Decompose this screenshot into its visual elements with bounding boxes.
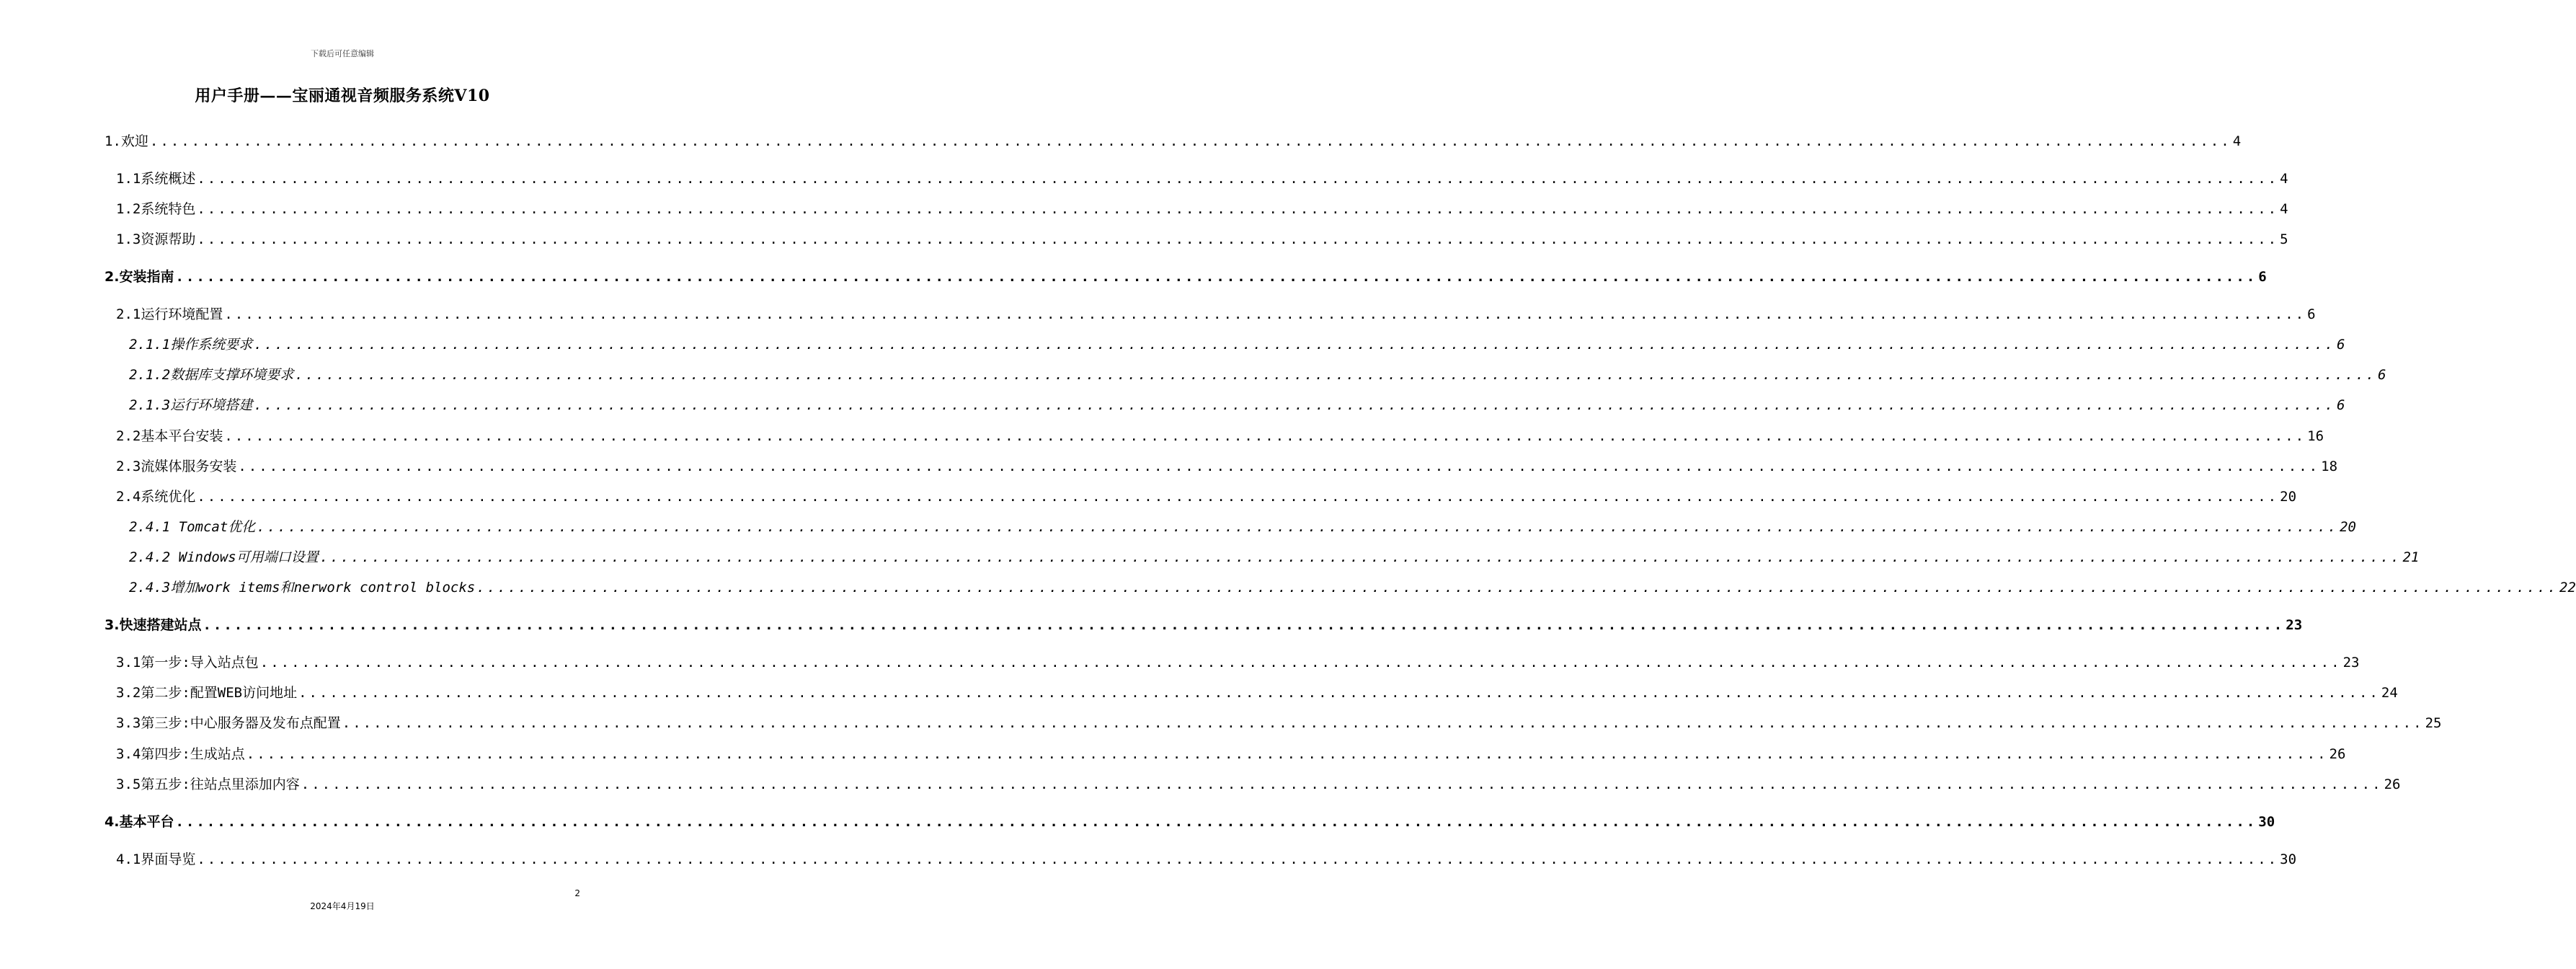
toc-entry[interactable] xyxy=(105,813,2275,831)
toc-entry[interactable] xyxy=(116,745,2346,764)
toc-entry-page: 6 xyxy=(2337,337,2345,353)
toc-entry[interactable] xyxy=(116,427,2324,446)
toc-entry-page: 6 xyxy=(2258,269,2267,285)
toc-leader-dots: ........................................................................................................................................................................................................ xyxy=(342,715,2424,731)
page-number: 2 xyxy=(574,888,580,898)
toc-leader-dots: ........................................................................................................................................................................................................ xyxy=(197,201,2279,217)
toc-leader-dots: ........................................................................................................................................................................................................ xyxy=(149,133,2231,149)
toc-leader-dots: ........................................................................................................................................................................................................ xyxy=(224,428,2306,444)
toc-leader-dots: ........................................................................................................................................................................................................ xyxy=(224,306,2306,322)
toc-entry-page: 24 xyxy=(2381,685,2398,701)
toc-entry-title: 3.2第二步:配置WEB访问地址 xyxy=(116,685,298,701)
toc-entry-title: 4.1界面导览 xyxy=(116,851,196,867)
toc-entry-title: 1.欢迎 xyxy=(105,133,148,149)
toc-entry-title: 2.安装指南 xyxy=(105,269,174,285)
header-note: 下载后可任意编辑 xyxy=(311,49,374,58)
toc-entry-title: 2.4.3增加work items和nerwork control blocks xyxy=(129,580,476,596)
toc-entry[interactable] xyxy=(116,230,2288,249)
toc-entry-title: 2.4系统优化 xyxy=(116,489,196,505)
toc-entry-page: 26 xyxy=(2384,776,2401,792)
toc-leader-dots: ........................................................................................................................................................................................................ xyxy=(254,337,2335,353)
toc-entry-title: 1.3资源帮助 xyxy=(116,231,196,247)
toc-entry-page: 6 xyxy=(2337,397,2345,413)
toc-entry[interactable] xyxy=(105,132,2242,151)
toc-entry-page: 23 xyxy=(2286,617,2303,633)
toc-entry-title: 2.1.1操作系统要求 xyxy=(129,337,253,353)
toc-entry-page: 16 xyxy=(2307,428,2324,444)
toc-leader-dots: ........................................................................................................................................................................................................ xyxy=(257,519,2339,535)
toc-leader-dots: ........................................................................................................................................................................................................ xyxy=(319,549,2402,565)
toc-entry[interactable] xyxy=(129,396,2345,415)
toc-entry-page: 6 xyxy=(2307,306,2316,322)
toc-entry-page: 30 xyxy=(2280,851,2297,867)
toc-entry-title: 1.2系统特色 xyxy=(116,201,196,217)
toc-entry[interactable] xyxy=(116,850,2297,869)
toc-entry[interactable] xyxy=(116,653,2360,672)
toc-entry-page: 20 xyxy=(2340,519,2356,535)
footer-date: 2024年4月19日 xyxy=(310,901,375,911)
toc-leader-dots: ........................................................................................................................................................................................................ xyxy=(203,617,2285,633)
toc-entry-page: 5 xyxy=(2280,231,2288,247)
toc-entry-page: 4 xyxy=(2232,133,2242,149)
toc-leader-dots: ........................................................................................................................................................................................................ xyxy=(238,459,2320,474)
toc-entry-page: 6 xyxy=(2378,367,2386,383)
toc-entry-title: 2.1运行环境配置 xyxy=(116,306,223,322)
toc-entry[interactable] xyxy=(129,548,2420,567)
toc-leader-dots: ........................................................................................................................................................................................................ xyxy=(197,171,2279,187)
toc-entry-title: 3.5第五步:往站点里添加内容 xyxy=(116,776,300,792)
toc-entry[interactable] xyxy=(129,335,2345,354)
toc-leader-dots: ........................................................................................................................................................................................................ xyxy=(301,776,2383,792)
toc-leader-dots: ........................................................................................................................................................................................................ xyxy=(298,685,2380,701)
toc-entry-title: 3.快速搭建站点 xyxy=(105,617,202,633)
toc-entry-page: 18 xyxy=(2321,459,2338,474)
toc-entry[interactable] xyxy=(116,305,2316,324)
toc-leader-dots: ........................................................................................................................................................................................................ xyxy=(246,746,2328,762)
toc-leader-dots: ........................................................................................................................................................................................................ xyxy=(197,851,2279,867)
toc-entry-page: 4 xyxy=(2280,171,2288,187)
toc-entry-page: 25 xyxy=(2425,715,2442,731)
toc-entry-title: 2.1.2数据库支撑环境要求 xyxy=(129,367,294,383)
toc-entry[interactable] xyxy=(116,457,2338,476)
toc-entry[interactable] xyxy=(129,578,2576,597)
toc-entry[interactable] xyxy=(116,200,2288,218)
toc-entry-title: 3.1第一步:导入站点包 xyxy=(116,655,259,671)
toc-entry-title: 2.4.1 Tomcat优化 xyxy=(129,519,256,535)
toc-entry-title: 2.2基本平台安装 xyxy=(116,428,223,444)
toc-entry-title: 3.4第四步:生成站点 xyxy=(116,746,245,762)
toc-entry-title: 4.基本平台 xyxy=(105,814,174,830)
toc-entry[interactable] xyxy=(116,683,2398,702)
toc-entry[interactable] xyxy=(116,775,2401,794)
toc-entry-page: 26 xyxy=(2329,746,2346,762)
toc-entry[interactable] xyxy=(116,487,2297,506)
toc-entry-title: 2.3流媒体服务安装 xyxy=(116,459,237,474)
toc-leader-dots: ........................................................................................................................................................................................................ xyxy=(254,397,2335,413)
toc-entry[interactable] xyxy=(129,366,2386,384)
toc-leader-dots: ........................................................................................................................................................................................................ xyxy=(175,269,2257,285)
toc-leader-dots: ........................................................................................................................................................................................................ xyxy=(197,231,2279,247)
toc-entry-title: 1.1系统概述 xyxy=(116,171,196,187)
toc-leader-dots: ........................................................................................................................................................................................................ xyxy=(476,580,2559,596)
toc-entry[interactable] xyxy=(105,616,2303,634)
toc-entry-page: 22 xyxy=(2559,580,2576,596)
toc-entry-page: 30 xyxy=(2258,814,2275,830)
toc-entry[interactable] xyxy=(116,169,2288,188)
toc-entry[interactable] xyxy=(116,714,2442,733)
toc-entry-page: 4 xyxy=(2280,201,2288,217)
toc-leader-dots: ........................................................................................................................................................................................................ xyxy=(175,814,2257,830)
toc-entry-title: 2.4.2 Windows可用端口设置 xyxy=(129,549,319,565)
toc-entry[interactable] xyxy=(105,267,2267,286)
document-title: 用户手册——宝丽通视音频服务系统V10 xyxy=(195,87,490,105)
toc-entry[interactable] xyxy=(129,518,2356,536)
toc-entry-title: 2.1.3运行环境搭建 xyxy=(129,397,253,413)
toc-entry-title: 3.3第三步:中心服务器及发布点配置 xyxy=(116,715,341,731)
toc-entry-page: 20 xyxy=(2280,489,2297,505)
toc-leader-dots: ........................................................................................................................................................................................................ xyxy=(259,655,2342,671)
toc-entry-page: 23 xyxy=(2342,655,2360,671)
toc-entry-page: 21 xyxy=(2402,549,2420,565)
toc-leader-dots: ........................................................................................................................................................................................................ xyxy=(197,489,2279,505)
toc-leader-dots: ........................................................................................................................................................................................................ xyxy=(295,367,2376,383)
